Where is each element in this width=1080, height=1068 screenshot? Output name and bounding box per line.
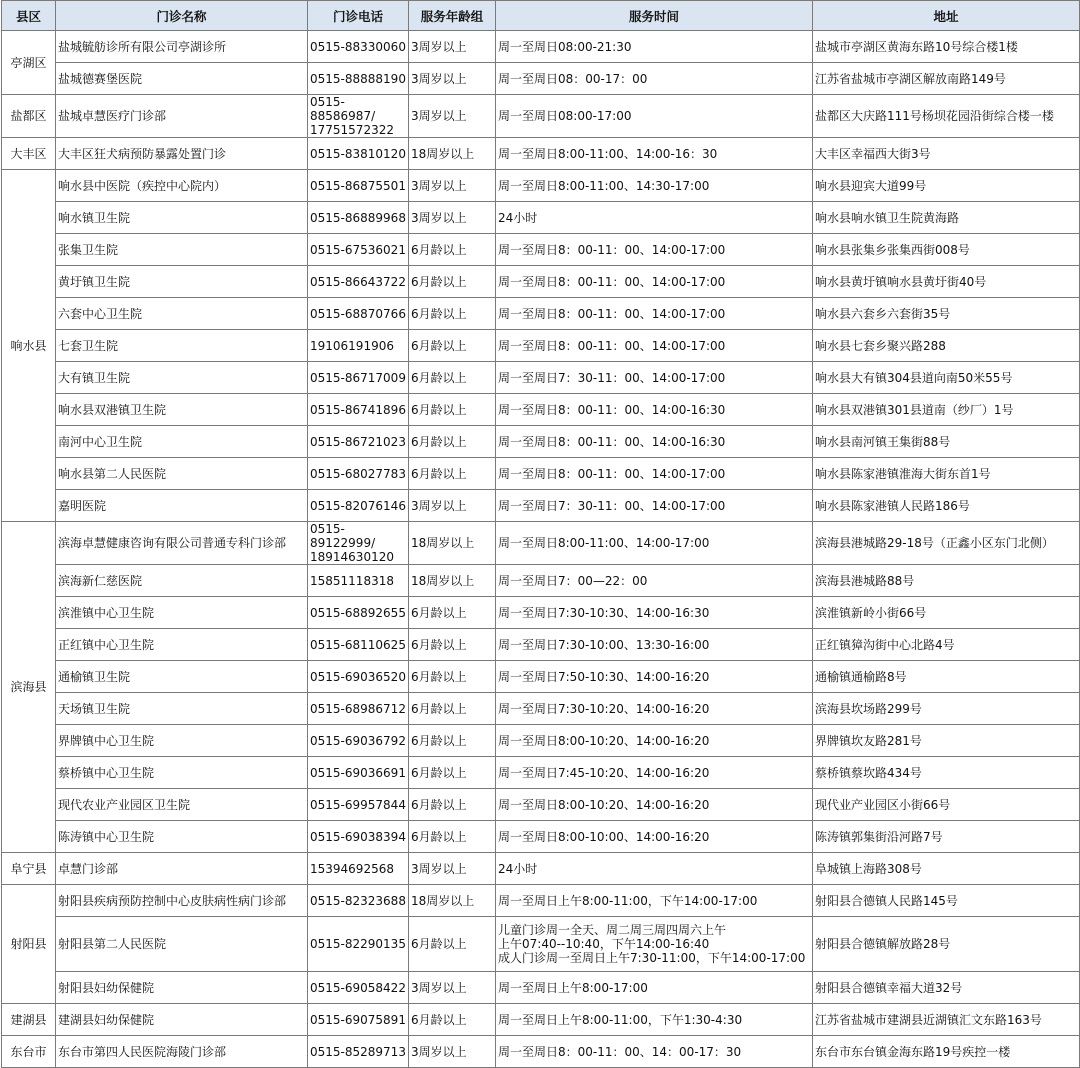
phone-cell — [308, 202, 409, 234]
service-time-cell — [496, 789, 813, 821]
county-cell: 东台市 — [2, 1036, 56, 1068]
phone-cell-line: 0515-68110625 — [310, 637, 406, 652]
service-time-cell — [496, 821, 813, 853]
service-time-cell-line: 周一至周日8:00-10:20、14:00-16:20 — [498, 797, 710, 812]
table-row — [2, 266, 1080, 298]
phone-cell — [308, 330, 409, 362]
clinic-name-cell: 正红镇中心卫生院 — [56, 629, 308, 661]
service-time-cell-line: 周一至周日8：00-11：00、14:00-17:00 — [498, 274, 726, 289]
service-time-cell-line: 周一至周日上午8:00-11:00，下午14:00-17:00 — [498, 893, 758, 908]
phone-cell — [308, 170, 409, 202]
table-row — [2, 789, 1080, 821]
phone-cell — [308, 490, 409, 522]
phone-cell-line: 0515-86721023 — [310, 434, 406, 449]
service-time-cell — [496, 725, 813, 757]
table-row — [2, 853, 1080, 885]
phone-cell-line: 0515-86889968 — [310, 210, 406, 225]
address-cell: 响水县六套乡六套街35号 — [813, 298, 1080, 330]
age-group-cell: 6月龄以上 — [409, 266, 496, 298]
address-cell: 陈涛镇郭集街沿河路7号 — [813, 821, 1080, 853]
phone-cell — [308, 1036, 409, 1068]
phone-cell-line: 0515-69075891 — [310, 1012, 406, 1027]
clinic-name-cell: 蔡桥镇中心卫生院 — [56, 757, 308, 789]
service-time-cell — [496, 426, 813, 458]
age-group-cell: 18周岁以上 — [409, 885, 496, 917]
county-cell: 滨海县 — [2, 522, 56, 853]
phone-cell — [308, 138, 409, 170]
service-time-cell — [496, 490, 813, 522]
service-time-cell-line: 周一至周日8:00-10:20、14:00-16:20 — [498, 733, 710, 748]
table-row — [2, 31, 1080, 63]
service-time-cell-line: 周一至周日8:00-11:00、14:00-16：30 — [498, 146, 718, 161]
age-group-cell: 6月龄以上 — [409, 693, 496, 725]
clinic-name-cell: 六套中心卫生院 — [56, 298, 308, 330]
service-time-cell-line: 周一至周日8：00-11：00、14:00-17:00 — [498, 466, 726, 481]
service-time-cell — [496, 853, 813, 885]
age-group-cell: 6月龄以上 — [409, 757, 496, 789]
table-row — [2, 972, 1080, 1004]
clinic-name-cell: 卓慧门诊部 — [56, 853, 308, 885]
address-cell: 射阳县合德镇人民路145号 — [813, 885, 1080, 917]
service-time-cell-line: 周一至周日7:30-10:00、13:30-16:00 — [498, 637, 710, 652]
service-time-cell-line: 周一至周日8：00-11：00、14:00-17:00 — [498, 306, 726, 321]
phone-cell-line: 0515-86741896 — [310, 402, 406, 417]
service-time-cell — [496, 95, 813, 138]
clinic-name-cell: 陈涛镇中心卫生院 — [56, 821, 308, 853]
service-time-cell-line: 周一至周日8:00-11:00、14:00-17:00 — [498, 536, 710, 550]
phone-cell-line: 0515-86875501 — [310, 178, 406, 193]
address-cell: 响水县七套乡聚兴路288 — [813, 330, 1080, 362]
service-time-cell — [496, 138, 813, 170]
age-group-cell: 6月龄以上 — [409, 821, 496, 853]
clinic-name-cell: 黄圩镇卫生院 — [56, 266, 308, 298]
table-row — [2, 394, 1080, 426]
table-row — [2, 490, 1080, 522]
age-group-cell: 3周岁以上 — [409, 490, 496, 522]
phone-cell-line: 0515-85289713 — [310, 1044, 406, 1059]
clinic-name-cell: 七套卫生院 — [56, 330, 308, 362]
clinic-name-cell: 盐城卓慧医疗门诊部 — [56, 95, 308, 138]
service-time-cell-line: 周一至周日8:00-11:00、14:30-17:00 — [498, 178, 710, 193]
table-row — [2, 330, 1080, 362]
clinic-name-cell: 射阳县疾病预防控制中心皮肤病性病门诊部 — [56, 885, 308, 917]
service-time-cell — [496, 917, 813, 972]
phone-cell — [308, 629, 409, 661]
phone-cell-line: 15851118318 — [310, 573, 394, 588]
clinic-name-cell: 滨淮镇中心卫生院 — [56, 597, 308, 629]
phone-cell — [308, 394, 409, 426]
service-time-cell-line: 周一至周日上午8:00-11:00，下午1:30-4:30 — [498, 1012, 743, 1027]
service-time-cell — [496, 597, 813, 629]
table-row — [2, 426, 1080, 458]
header-phone: 门诊电话 — [308, 1, 409, 31]
age-group-cell: 3周岁以上 — [409, 63, 496, 95]
header-county: 县区 — [2, 1, 56, 31]
age-group-cell: 6月龄以上 — [409, 629, 496, 661]
table-row — [2, 629, 1080, 661]
service-time-cell — [496, 170, 813, 202]
clinic-name-cell: 射阳县第二人民医院 — [56, 917, 308, 972]
phone-cell — [308, 972, 409, 1004]
phone-cell-line: 0515-68870766 — [310, 306, 406, 321]
address-cell: 盐都区大庆路111号杨坝花园沿街综合楼一楼 — [813, 95, 1080, 138]
service-time-cell-line: 周一至周日7:30-10:30、14:00-16:30 — [498, 605, 710, 620]
phone-cell — [308, 522, 409, 565]
service-time-cell-line: 周一至周日8：00-11：00、14:00-17:00 — [498, 338, 726, 353]
age-group-cell: 6月龄以上 — [409, 789, 496, 821]
age-group-cell: 18周岁以上 — [409, 565, 496, 597]
service-time-cell — [496, 458, 813, 490]
age-group-cell: 6月龄以上 — [409, 362, 496, 394]
service-time-cell-line: 周一至周日08:00-17:00 — [498, 109, 632, 123]
clinic-name-cell: 响水县双港镇卫生院 — [56, 394, 308, 426]
age-group-cell: 3周岁以上 — [409, 170, 496, 202]
phone-cell — [308, 693, 409, 725]
phone-cell — [308, 757, 409, 789]
clinic-name-cell: 射阳县妇幼保健院 — [56, 972, 308, 1004]
address-cell: 响水县迎宾大道99号 — [813, 170, 1080, 202]
clinic-name-cell: 滨海卓慧健康咨询有限公司普通专科门诊部 — [56, 522, 308, 565]
service-time-cell-line: 周一至周日7:50-10:30、14:00-16:20 — [498, 669, 710, 684]
age-group-cell: 6月龄以上 — [409, 458, 496, 490]
phone-cell-line: 19106191906 — [310, 338, 394, 353]
clinic-name-cell: 南河中心卫生院 — [56, 426, 308, 458]
service-time-cell-line: 周一至周日08:00-21:30 — [498, 39, 632, 54]
table-row — [2, 170, 1080, 202]
phone-cell-line: 0515-88888190 — [310, 71, 406, 86]
table-row — [2, 202, 1080, 234]
phone-cell — [308, 31, 409, 63]
header-address: 地址 — [813, 1, 1080, 31]
clinic-name-cell: 通榆镇卫生院 — [56, 661, 308, 693]
age-group-cell: 6月龄以上 — [409, 1004, 496, 1036]
phone-cell — [308, 95, 409, 138]
address-cell: 现代业产业园区小街66号 — [813, 789, 1080, 821]
header-service-time: 服务时间 — [496, 1, 813, 31]
address-cell: 阜城镇上海路308号 — [813, 853, 1080, 885]
service-time-cell — [496, 693, 813, 725]
age-group-cell: 3周岁以上 — [409, 853, 496, 885]
phone-cell-line: 18914630120 — [310, 550, 394, 564]
phone-cell-line: 0515-82076146 — [310, 498, 406, 513]
age-group-cell: 18周岁以上 — [409, 138, 496, 170]
table-row — [2, 138, 1080, 170]
phone-cell-line: 0515-69036691 — [310, 765, 406, 780]
clinic-name-cell: 大有镇卫生院 — [56, 362, 308, 394]
service-time-cell-line: 上午07:40--10:40，下午14:00-16:40 — [498, 937, 710, 951]
service-time-cell — [496, 63, 813, 95]
header-clinic-name: 门诊名称 — [56, 1, 308, 31]
service-time-cell — [496, 31, 813, 63]
age-group-cell: 6月龄以上 — [409, 917, 496, 972]
service-time-cell — [496, 202, 813, 234]
service-time-cell-line: 成人门诊周一至周日上午7:30-11:00，下午14:00-17:00 — [498, 951, 806, 965]
phone-cell — [308, 63, 409, 95]
phone-cell — [308, 1004, 409, 1036]
address-cell: 江苏省盐城市亭湖区解放南路149号 — [813, 63, 1080, 95]
table-row — [2, 362, 1080, 394]
table-row — [2, 661, 1080, 693]
address-cell: 滨海县港城路29-18号（正鑫小区东门北侧） — [813, 522, 1080, 565]
phone-cell — [308, 362, 409, 394]
table-row — [2, 757, 1080, 789]
age-group-cell: 3周岁以上 — [409, 31, 496, 63]
service-time-cell-line: 周一至周日8：00-11：00、14:00-16:30 — [498, 434, 726, 449]
service-time-cell-line: 周一至周日上午8:00-17:00 — [498, 980, 648, 995]
address-cell: 东台市东台镇金海东路19号疾控一楼 — [813, 1036, 1080, 1068]
phone-cell-line: 0515-86717009 — [310, 370, 406, 385]
service-time-cell — [496, 661, 813, 693]
phone-cell-line: 0515-88586987/ — [310, 95, 376, 123]
phone-cell — [308, 234, 409, 266]
phone-cell-line: 0515-69038394 — [310, 829, 406, 844]
address-cell: 射阳县合德镇解放路28号 — [813, 917, 1080, 972]
table-row — [2, 95, 1080, 138]
address-cell: 大丰区幸福西大街3号 — [813, 138, 1080, 170]
clinic-name-cell: 盐城毓舫诊所有限公司亭湖诊所 — [56, 31, 308, 63]
clinic-name-cell: 建湖县妇幼保健院 — [56, 1004, 308, 1036]
service-time-cell-line: 周一至周日8：00-11：00、14:00-16:30 — [498, 402, 726, 417]
address-cell: 响水县陈家港镇人民路186号 — [813, 490, 1080, 522]
service-time-cell-line: 周一至周日8:00-10:00、14:00-16:20 — [498, 829, 710, 844]
age-group-cell: 6月龄以上 — [409, 298, 496, 330]
address-cell: 响水县响水镇卫生院黄海路 — [813, 202, 1080, 234]
clinic-name-cell: 东台市第四人民医院海陵门诊部 — [56, 1036, 308, 1068]
age-group-cell: 18周岁以上 — [409, 522, 496, 565]
table-row — [2, 1004, 1080, 1036]
clinic-name-cell: 盐城德赛堡医院 — [56, 63, 308, 95]
service-time-cell-line: 24小时 — [498, 861, 538, 876]
service-time-cell — [496, 1036, 813, 1068]
county-cell: 响水县 — [2, 170, 56, 522]
address-cell: 盐城市亭湖区黄海东路10号综合楼1楼 — [813, 31, 1080, 63]
county-cell: 射阳县 — [2, 885, 56, 1004]
age-group-cell: 6月龄以上 — [409, 725, 496, 757]
table-row — [2, 885, 1080, 917]
service-time-cell — [496, 522, 813, 565]
service-time-cell-line: 儿童门诊周一全天、周二周三周四周六上午 — [498, 923, 727, 937]
phone-cell-line: 0515-69058422 — [310, 980, 406, 995]
county-cell: 建湖县 — [2, 1004, 56, 1036]
header-age-group: 服务年龄组 — [409, 1, 496, 31]
table-row — [2, 63, 1080, 95]
phone-cell — [308, 597, 409, 629]
clinic-name-cell: 响水镇卫生院 — [56, 202, 308, 234]
table-row — [2, 458, 1080, 490]
address-cell: 射阳县合德镇幸福大道32号 — [813, 972, 1080, 1004]
county-cell: 阜宁县 — [2, 853, 56, 885]
table-row — [2, 565, 1080, 597]
phone-cell — [308, 853, 409, 885]
phone-cell — [308, 789, 409, 821]
phone-cell — [308, 426, 409, 458]
phone-cell — [308, 661, 409, 693]
service-time-cell-line: 周一至周日7:45-10:20、14:00-16:20 — [498, 765, 710, 780]
phone-cell — [308, 725, 409, 757]
service-time-cell — [496, 565, 813, 597]
clinic-name-cell: 张集卫生院 — [56, 234, 308, 266]
table-row — [2, 597, 1080, 629]
table-row — [2, 725, 1080, 757]
table-row — [2, 1036, 1080, 1068]
service-time-cell-line: 周一至周日7：30-11：00、14:00-17:00 — [498, 370, 726, 385]
phone-cell-line: 0515-69036520 — [310, 669, 406, 684]
county-cell: 盐都区 — [2, 95, 56, 138]
age-group-cell: 3周岁以上 — [409, 95, 496, 138]
address-cell: 正红镇獐沟街中心北路4号 — [813, 629, 1080, 661]
service-time-cell — [496, 885, 813, 917]
service-time-cell — [496, 362, 813, 394]
phone-cell-line: 0515-69036792 — [310, 733, 406, 748]
age-group-cell: 6月龄以上 — [409, 330, 496, 362]
phone-cell-line: 0515-68892655 — [310, 605, 406, 620]
clinic-name-cell: 嘉明医院 — [56, 490, 308, 522]
phone-cell — [308, 298, 409, 330]
table-row — [2, 298, 1080, 330]
phone-cell-line: 0515-82323688 — [310, 893, 406, 908]
service-time-cell — [496, 394, 813, 426]
address-cell: 响水县大有镇304县道向南50米55号 — [813, 362, 1080, 394]
address-cell: 界牌镇坎友路281号 — [813, 725, 1080, 757]
service-time-cell-line: 周一至周日8：00-11：00、14:00-17:00 — [498, 242, 726, 257]
service-time-cell-line: 周一至周日08：00-17：00 — [498, 71, 648, 86]
clinic-table — [1, 0, 1080, 1068]
clinic-name-cell: 响水县中医院（疾控中心院内） — [56, 170, 308, 202]
phone-cell-line: 0515-82290135 — [310, 937, 406, 951]
phone-cell — [308, 917, 409, 972]
table-row — [2, 522, 1080, 565]
service-time-cell — [496, 298, 813, 330]
address-cell: 响水县陈家港镇淮海大街东首1号 — [813, 458, 1080, 490]
phone-cell-line: 0515-69957844 — [310, 797, 406, 812]
service-time-cell — [496, 234, 813, 266]
county-cell: 亭湖区 — [2, 31, 56, 95]
phone-cell — [308, 821, 409, 853]
age-group-cell: 6月龄以上 — [409, 661, 496, 693]
phone-cell-line: 17751572322 — [310, 123, 394, 137]
service-time-cell-line: 周一至周日8：00-11：00、14：00-17：30 — [498, 1044, 742, 1059]
phone-cell-line: 0515-89122999/ — [310, 522, 376, 550]
clinic-name-cell: 滨海新仁慈医院 — [56, 565, 308, 597]
table-row — [2, 234, 1080, 266]
clinic-name-cell: 天场镇卫生院 — [56, 693, 308, 725]
service-time-cell — [496, 330, 813, 362]
phone-cell-line: 0515-67536021 — [310, 242, 406, 257]
service-time-cell-line: 周一至周日7：00—22：00 — [498, 573, 648, 588]
clinic-name-cell: 现代农业产业园区卫生院 — [56, 789, 308, 821]
address-cell: 滨淮镇新岭小街66号 — [813, 597, 1080, 629]
clinic-name-cell: 大丰区狂犬病预防暴露处置门诊 — [56, 138, 308, 170]
service-time-cell-line: 周一至周日7:30-10:20、14:00-16:20 — [498, 701, 710, 716]
age-group-cell: 3周岁以上 — [409, 972, 496, 1004]
age-group-cell: 6月龄以上 — [409, 394, 496, 426]
age-group-cell: 3周岁以上 — [409, 202, 496, 234]
age-group-cell: 6月龄以上 — [409, 234, 496, 266]
address-cell: 滨海县港城路88号 — [813, 565, 1080, 597]
age-group-cell: 6月龄以上 — [409, 426, 496, 458]
phone-cell — [308, 885, 409, 917]
service-time-cell-line: 周一至周日7：30-11：00、14:00-17:00 — [498, 498, 726, 513]
clinic-name-cell: 界牌镇中心卫生院 — [56, 725, 308, 757]
table-row — [2, 917, 1080, 972]
phone-cell-line: 0515-68027783 — [310, 466, 406, 481]
phone-cell-line: 0515-83810120 — [310, 146, 406, 161]
phone-cell-line: 0515-86643722 — [310, 274, 406, 289]
phone-cell-line: 15394692568 — [310, 861, 394, 876]
service-time-cell — [496, 1004, 813, 1036]
address-cell: 响水县南河镇王集街88号 — [813, 426, 1080, 458]
address-cell: 江苏省盐城市建湖县近湖镇汇文东路163号 — [813, 1004, 1080, 1036]
address-cell: 滨海县坎场路299号 — [813, 693, 1080, 725]
address-cell: 响水县黄圩镇响水县黄圩街40号 — [813, 266, 1080, 298]
address-cell: 通榆镇通榆路8号 — [813, 661, 1080, 693]
county-cell: 大丰区 — [2, 138, 56, 170]
service-time-cell — [496, 972, 813, 1004]
address-cell: 蔡桥镇蔡坎路434号 — [813, 757, 1080, 789]
table-row — [2, 693, 1080, 725]
header-row — [2, 1, 1080, 31]
phone-cell — [308, 266, 409, 298]
address-cell: 响水县张集乡张集西街008号 — [813, 234, 1080, 266]
age-group-cell: 3周岁以上 — [409, 1036, 496, 1068]
phone-cell-line: 0515-88330060 — [310, 39, 406, 54]
service-time-cell — [496, 629, 813, 661]
phone-cell — [308, 565, 409, 597]
service-time-cell — [496, 266, 813, 298]
age-group-cell: 6月龄以上 — [409, 597, 496, 629]
phone-cell-line: 0515-68986712 — [310, 701, 406, 716]
service-time-cell — [496, 757, 813, 789]
clinic-name-cell: 响水县第二人民医院 — [56, 458, 308, 490]
phone-cell — [308, 458, 409, 490]
table-row — [2, 821, 1080, 853]
service-time-cell-line: 24小时 — [498, 210, 538, 225]
address-cell: 响水县双港镇301县道南（纱厂）1号 — [813, 394, 1080, 426]
